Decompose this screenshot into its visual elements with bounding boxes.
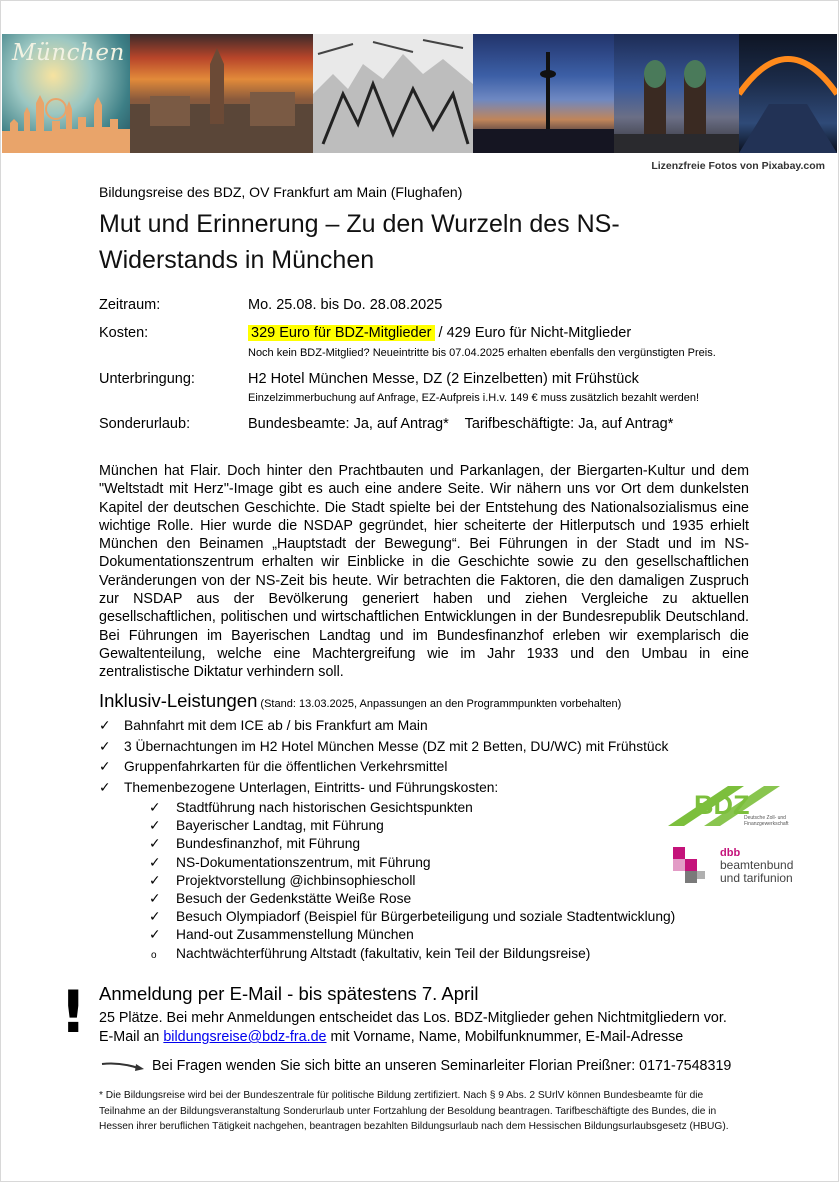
email-link[interactable]: bildungsreise@bdz-fra.de: [163, 1029, 327, 1045]
checkmark-icon: ✓: [99, 759, 111, 774]
sublist-item-text: Besuch der Gedenkstätte Weiße Rose: [176, 890, 412, 906]
list-item-text: Themenbezogene Unterlagen, Eintritts- und Führungskosten:: [124, 779, 499, 795]
checkmark-icon: ✓: [99, 779, 111, 795]
checkmark-icon: ✓: [149, 800, 161, 815]
list-item-text: 3 Übernachtungen im H2 Hotel München Messe (DZ mit 2 Betten, DU/WC) mit Frühstück: [124, 738, 669, 754]
sonderurlaub-label: Sonderurlaub:: [99, 416, 191, 432]
list-item-text: Bahnfahrt mit dem ICE ab / bis Frankfurt am Main: [124, 718, 428, 733]
checkmark-icon: ✓: [99, 738, 111, 754]
photo-olympic-tower: [473, 34, 614, 153]
sublist-item: [149, 799, 675, 817]
photo-sketch-statue: [313, 34, 473, 153]
list-item-text: Gruppenfahrkarten für die öffentlichen Verkehrsmittel: [124, 759, 448, 774]
photo-credit: Lizenzfreie Fotos von Pixabay.com: [651, 160, 825, 172]
contact-line: Bei Fragen wenden Sie sich bitte an unseren Seminarleiter Florian Preißner: 0171-7548319: [152, 1058, 732, 1074]
list-item: [99, 778, 668, 799]
list-item: [99, 757, 668, 778]
checkmark-icon: ✓: [149, 854, 161, 870]
sublist-item-text: Hand-out Zusammenstellung München: [176, 927, 414, 943]
photo-frauenkirche: [614, 34, 739, 153]
anmeldung-line2: [99, 1029, 683, 1045]
zeitraum-label: Zeitraum:: [99, 297, 161, 313]
sublist-item-text: NS-Dokumentationszentrum, mit Führung: [176, 854, 431, 870]
muenchen-label: München: [12, 40, 125, 66]
arrow-right-icon: [100, 1058, 144, 1074]
kosten-note: Noch kein BDZ-Mitglied? Neueintritte bis 07.04.2025 erhalten ebenfalls den vergünstigten Preis.: [248, 347, 716, 359]
kosten-members-highlight: 329 Euro für BDZ-Mitglieder: [248, 325, 435, 341]
photo-banner: [2, 34, 837, 153]
footnote: * Die Bildungsreise wird bei der Bundeszentrale für politische Bildung zertifiziert. Nach § 9 Abs. 2 SUrlV können Bundesbeamte für die Teilnahme an der Bildungsveranstaltung Sonderurlaub unter Fortzahlung der Besoldung beantragen. Tarifbeschäftigte des Bundes, die in Hessen ihrer beruflichen Tätigkeit nachgehen, beantragen bezahlten Bildungsurlaub nach dem Hessischen Bildungsurlaubsgesetz (HBUG).: [99, 1090, 729, 1132]
inclusive-heading: [99, 690, 621, 712]
bdz-logo: [668, 782, 808, 830]
unterbringung-label: Unterbringung:: [99, 371, 195, 387]
sublist-item: [149, 890, 675, 908]
anmeldung-line2-prefix: E-Mail an: [99, 1029, 164, 1045]
photo-city-sunset: [130, 34, 313, 153]
sublist-item-text: Bayerischer Landtag, mit Führung: [176, 818, 384, 834]
sonderurlaub-value: Bundesbeamte: Ja, auf Antrag* Tarifbeschäftigte: Ja, auf Antrag*: [248, 416, 674, 432]
checkmark-icon: ✓: [149, 890, 161, 906]
sublist-item: [149, 926, 675, 944]
sublist-item: [149, 872, 675, 890]
sublist-item-optional: [149, 945, 675, 963]
kosten-nonmembers: / 429 Euro für Nicht-Mitglieder: [434, 325, 632, 341]
sublist-item: [149, 908, 675, 926]
dbb-line2: beamtenbund: [720, 858, 794, 872]
kosten-label: Kosten:: [99, 325, 149, 341]
list-item: [99, 737, 668, 758]
checkmark-icon: ✓: [149, 927, 161, 943]
dbb-line1: dbb: [720, 847, 741, 859]
unterbringung-note: Einzelzimmerbuchung auf Anfrage, EZ-Aufpreis i.H.v. 149 € muss zusätzlich bezahlt werden!: [248, 392, 700, 404]
description-paragraph: München hat Flair. Doch hinter den Prachtbauten und Parkanlagen, der Biergarten-Kultur und dem "Weltstadt mit Herz"-Image gibt es auch eine andere Seite. Wir nähern uns vor Ort dem dunkelsten Kapitel der deutschen Geschichte. Die Stadt spielte bei der Entstehung des Nationalsozialismus eine wichtige Rolle. Hier wurde die NSDAP gegründet, hier scheiterte der Hitlerputsch und 1935 erhielt München den Beinamen „Hauptstadt der Bewegung“. Bei Führungen in der Stadt und im NS-Dokumentationszentrum erhalten wir Einblicke in die Geschichte sowie zu den gesellschaftlichen Veränderungen von der NS-Zeit bis heute. Wir betrachten die Faktoren, die den damaligen Zuspruch zur NSDAP aus der Bevölkerung generiert haben und ziehen Vergleiche zu aktuellen gesellschaftlichen, politischen und wirtschaftlichen Entwicklungen in der Bundesrepublik Deutschland. Bei Führungen im Bayerischen Landtag und im Bundesfinanzhof erleben wir exemplarisch die Gewaltenteilung, welche eine Machtergreifung wie im Jahr 1933 und den Umbau in eine zentralistische Diktatur verhindern soll.: [99, 463, 749, 681]
inclusive-title: Inklusiv-Leistungen: [99, 690, 258, 711]
zeitraum-value: Mo. 25.08. bis Do. 28.08.2025: [248, 297, 443, 313]
checkmark-icon: ✓: [99, 718, 111, 733]
skyline-icon: [2, 83, 130, 153]
photo-subway-station: [739, 34, 837, 153]
sublist-item: [149, 854, 675, 872]
sublist-item-text: Stadtführung nach historischen Gesichtspunkten: [176, 800, 473, 815]
unterbringung-value: H2 Hotel München Messe, DZ (2 Einzelbetten) mit Frühstück: [248, 371, 639, 387]
sublist-item-text: Nachtwächterführung Altstadt (fakultativ, kein Teil der Bildungsreise): [176, 945, 591, 961]
bdz-letters: BDZ: [694, 790, 750, 820]
inclusive-note: (Stand: 13.03.2025, Anpassungen an den Programmpunkten vorbehalten): [257, 698, 622, 710]
checkmark-icon: ✓: [149, 818, 161, 834]
dbb-line3: und tarifunion: [720, 871, 793, 885]
checkmark-icon: ✓: [149, 836, 161, 852]
checkmark-icon: ✓: [149, 909, 161, 925]
sublist-item: [149, 835, 675, 853]
sublist-item-text: Bundesfinanzhof, mit Führung: [176, 836, 361, 852]
checkmark-icon: ✓: [149, 872, 161, 888]
bdz-sub1: Deutsche Zoll- und: [744, 815, 786, 821]
circle-bullet-icon: o: [151, 949, 157, 961]
dbb-logo: [673, 845, 813, 885]
inclusive-list: [99, 716, 668, 798]
exclamation-icon: !: [60, 978, 87, 1046]
bdz-sub2: Finanzgewerkschaft: [744, 821, 789, 827]
inclusive-sublist: [149, 799, 675, 963]
anmeldung-line2-suffix: mit Vorname, Name, Mobilfunknummer, E-Mail-Adresse: [326, 1029, 684, 1045]
list-item: [99, 716, 668, 737]
anmeldung-title: Anmeldung per E-Mail - bis spätestens 7. April: [99, 983, 479, 1004]
sublist-item-text: Besuch Olympiadorf (Beispiel für Bürgerbeteiligung und soziale Stadtentwicklung): [176, 909, 676, 925]
page-title: Mut und Erinnerung – Zu den Wurzeln des NS-Widerstands in München: [99, 210, 620, 274]
kosten-value: [248, 325, 631, 341]
subtitle: Bildungsreise des BDZ, OV Frankfurt am Main (Flughafen): [99, 184, 463, 200]
sublist-item: [149, 817, 675, 835]
photo-muenchen-skyline: [2, 34, 130, 153]
anmeldung-line1: 25 Plätze. Bei mehr Anmeldungen entscheidet das Los. BDZ-Mitglieder gehen Nichtmitgliedern vor.: [99, 1010, 727, 1026]
sublist-item-text: Projektvorstellung @ichbinsophiescholl: [176, 872, 416, 888]
